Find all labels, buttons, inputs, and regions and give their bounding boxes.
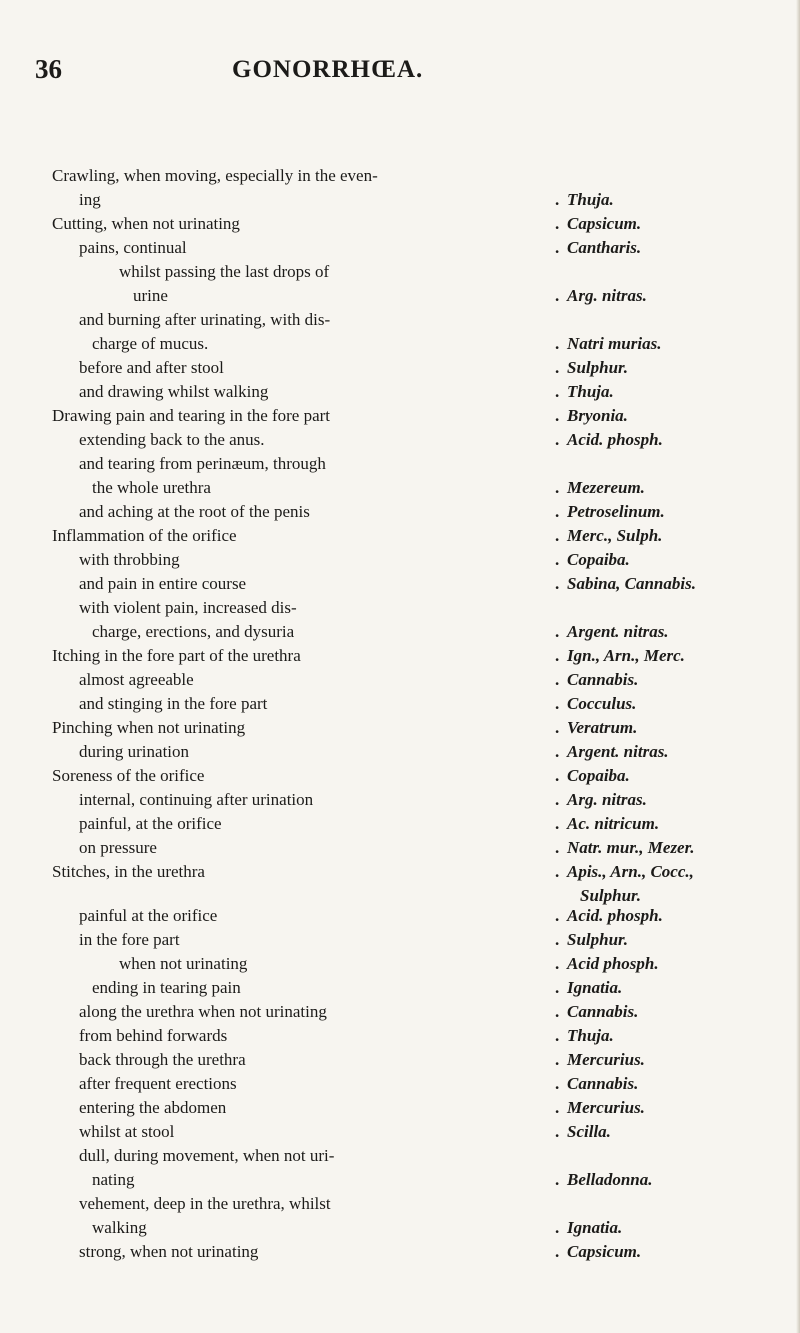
symptom-text: nating: [92, 1170, 135, 1189]
entry-row: [0, 214, 800, 238]
entry-row: [0, 930, 800, 954]
symptom-text: entering the abdomen: [79, 1098, 227, 1117]
symptom-text: urine: [133, 286, 168, 305]
remedy-name: . Mercurius.: [567, 1050, 645, 1069]
entry-row: [0, 906, 800, 930]
remedy-name: . Natri murias.: [567, 334, 661, 353]
symptom-index: [0, 166, 800, 1266]
symptom-text: Pinching when not urinating: [52, 718, 246, 737]
remedy-name: . Thuja.: [567, 190, 614, 209]
symptom-text: pains, continual: [79, 238, 187, 257]
remedy-name: . Ignatia.: [567, 1218, 622, 1237]
remedy-name: . Cocculus.: [567, 694, 636, 713]
symptom-text: walking: [92, 1218, 147, 1237]
remedy-name: . Veratrum.: [567, 718, 637, 737]
symptom-text: charge of mucus.: [92, 334, 209, 353]
remedy-name: Sulphur.: [580, 886, 641, 905]
entry-row: [0, 310, 800, 334]
symptom-text: with throbbing: [79, 550, 180, 569]
entry-row: [0, 190, 800, 214]
remedy-name: . Bryonia.: [567, 406, 628, 425]
entry-row: [0, 574, 800, 598]
symptom-text: before and after stool: [79, 358, 224, 377]
remedy-name: . Acid. phosph.: [567, 430, 663, 449]
entry-row: [0, 622, 800, 646]
symptom-text: with violent pain, increased dis-: [79, 598, 297, 617]
remedy-name: . Sulphur.: [567, 358, 628, 377]
entry-row: [0, 1050, 800, 1074]
page-edge: [796, 0, 800, 1333]
symptom-text: painful, at the orifice: [79, 814, 222, 833]
symptom-text: almost agreeable: [79, 670, 194, 689]
symptom-text: and tearing from perinæum, through: [79, 454, 326, 473]
symptom-text: ending in tearing pain: [92, 978, 241, 997]
symptom-text: charge, erections, and dysuria: [92, 622, 295, 641]
symptom-text: extending back to the anus.: [79, 430, 265, 449]
remedy-name: . Ac. nitricum.: [567, 814, 659, 833]
symptom-text: and stinging in the fore part: [79, 694, 268, 713]
symptom-text: and drawing whilst walking: [79, 382, 269, 401]
entry-row: [0, 406, 800, 430]
symptom-text: after frequent erections: [79, 1074, 237, 1093]
remedy-name: . Ignatia.: [567, 978, 622, 997]
symptom-text: and pain in entire course: [79, 574, 247, 593]
entry-row: [0, 1122, 800, 1146]
remedy-name: . Argent. nitras.: [567, 742, 669, 761]
remedy-name: . Arg. nitras.: [567, 286, 647, 305]
symptom-text: whilst passing the last drops of: [119, 262, 330, 281]
entry-row: [0, 862, 800, 886]
remedy-name: . Acid phosph.: [567, 954, 659, 973]
entry-row: [0, 766, 800, 790]
remedy-name: . Sabina, Cannabis.: [567, 574, 696, 593]
entry-row: [0, 670, 800, 694]
entry-row: [0, 1002, 800, 1026]
entry-row: [0, 334, 800, 358]
entry-row: [0, 1026, 800, 1050]
symptom-text: internal, continuing after urination: [79, 790, 314, 809]
entry-row: [0, 1074, 800, 1098]
remedy-name: . Capsicum.: [567, 214, 641, 233]
page-number: 36: [35, 54, 62, 84]
remedy-name: . Thuja.: [567, 1026, 614, 1045]
entry-row: [0, 550, 800, 574]
remedy-name: . Capsicum.: [567, 1242, 641, 1261]
symptom-text: dull, during movement, when not uri-: [79, 1146, 335, 1165]
symptom-text: when not urinating: [119, 954, 248, 973]
remedy-name: . Cannabis.: [567, 1074, 638, 1093]
entry-row: [0, 502, 800, 526]
entry-row: [0, 382, 800, 406]
symptom-text: Crawling, when moving, especially in the even-: [52, 166, 378, 185]
entry-row: [0, 978, 800, 1002]
remedy-name: . Sulphur.: [567, 930, 628, 949]
entry-row: [0, 598, 800, 622]
symptom-text: from behind forwards: [79, 1026, 228, 1045]
remedy-name: . Cannabis.: [567, 670, 638, 689]
symptom-text: painful at the orifice: [79, 906, 218, 925]
remedy-name: . Argent. nitras.: [567, 622, 669, 641]
symptom-text: in the fore part: [79, 930, 180, 949]
symptom-text: the whole urethra: [92, 478, 211, 497]
remedy-name: . Scilla.: [567, 1122, 611, 1141]
entry-row: [0, 1242, 800, 1266]
symptom-text: ing: [79, 190, 101, 209]
remedy-name: . Acid. phosph.: [567, 906, 663, 925]
entry-row: [0, 286, 800, 310]
entry-row: [0, 814, 800, 838]
entry-row: [0, 954, 800, 978]
remedy-name: . Copaiba.: [567, 550, 630, 569]
symptom-text: Soreness of the orifice: [52, 766, 205, 785]
symptom-text: Inflammation of the orifice: [52, 526, 237, 545]
entry-row: [0, 454, 800, 478]
remedy-name: . Natr. mur., Mezer.: [567, 838, 695, 857]
entry-row: [0, 358, 800, 382]
remedy-name: . Apis., Arn., Cocc.,: [567, 862, 694, 881]
symptom-text: and aching at the root of the penis: [79, 502, 310, 521]
entry-row: [0, 646, 800, 670]
symptom-text: and burning after urinating, with dis-: [79, 310, 331, 329]
remedy-name: . Ign., Arn., Merc.: [567, 646, 685, 665]
symptom-text: Drawing pain and tearing in the fore part: [52, 406, 331, 425]
entry-row: [0, 262, 800, 286]
entry-row: [0, 526, 800, 550]
entry-row: [0, 1146, 800, 1170]
remedy-name: . Cantharis.: [567, 238, 641, 257]
entry-row: [0, 1218, 800, 1242]
entry-row: [0, 478, 800, 502]
entry-row: [0, 742, 800, 766]
symptom-text: back through the urethra: [79, 1050, 246, 1069]
symptom-text: Stitches, in the urethra: [52, 862, 205, 881]
remedy-name: . Merc., Sulph.: [567, 526, 662, 545]
symptom-text: Itching in the fore part of the urethra: [52, 646, 301, 665]
entry-row: [0, 1194, 800, 1218]
entry-row: [0, 166, 800, 190]
entry-row: [0, 1098, 800, 1122]
remedy-name: . Belladonna.: [567, 1170, 653, 1189]
entry-row: [0, 1170, 800, 1194]
remedy-name: . Mercurius.: [567, 1098, 645, 1117]
symptom-text: strong, when not urinating: [79, 1242, 259, 1261]
remedy-name: . Arg. nitras.: [567, 790, 647, 809]
running-title: GONORRHŒA.: [232, 56, 424, 83]
symptom-text: during urination: [79, 742, 190, 761]
entry-row: [0, 886, 800, 906]
symptom-text: along the urethra when not urinating: [79, 1002, 327, 1021]
symptom-text: vehement, deep in the urethra, whilst: [79, 1194, 331, 1213]
remedy-name: . Copaiba.: [567, 766, 630, 785]
symptom-text: on pressure: [79, 838, 157, 857]
remedy-name: . Petroselinum.: [567, 502, 665, 521]
symptom-text: Cutting, when not urinating: [52, 214, 240, 233]
remedy-name: . Thuja.: [567, 382, 614, 401]
entry-row: [0, 430, 800, 454]
remedy-name: . Cannabis.: [567, 1002, 638, 1021]
remedy-name: . Mezereum.: [567, 478, 645, 497]
entry-row: [0, 790, 800, 814]
entry-row: [0, 238, 800, 262]
entry-row: [0, 694, 800, 718]
entry-row: [0, 718, 800, 742]
symptom-text: whilst at stool: [79, 1122, 175, 1141]
entry-row: [0, 838, 800, 862]
